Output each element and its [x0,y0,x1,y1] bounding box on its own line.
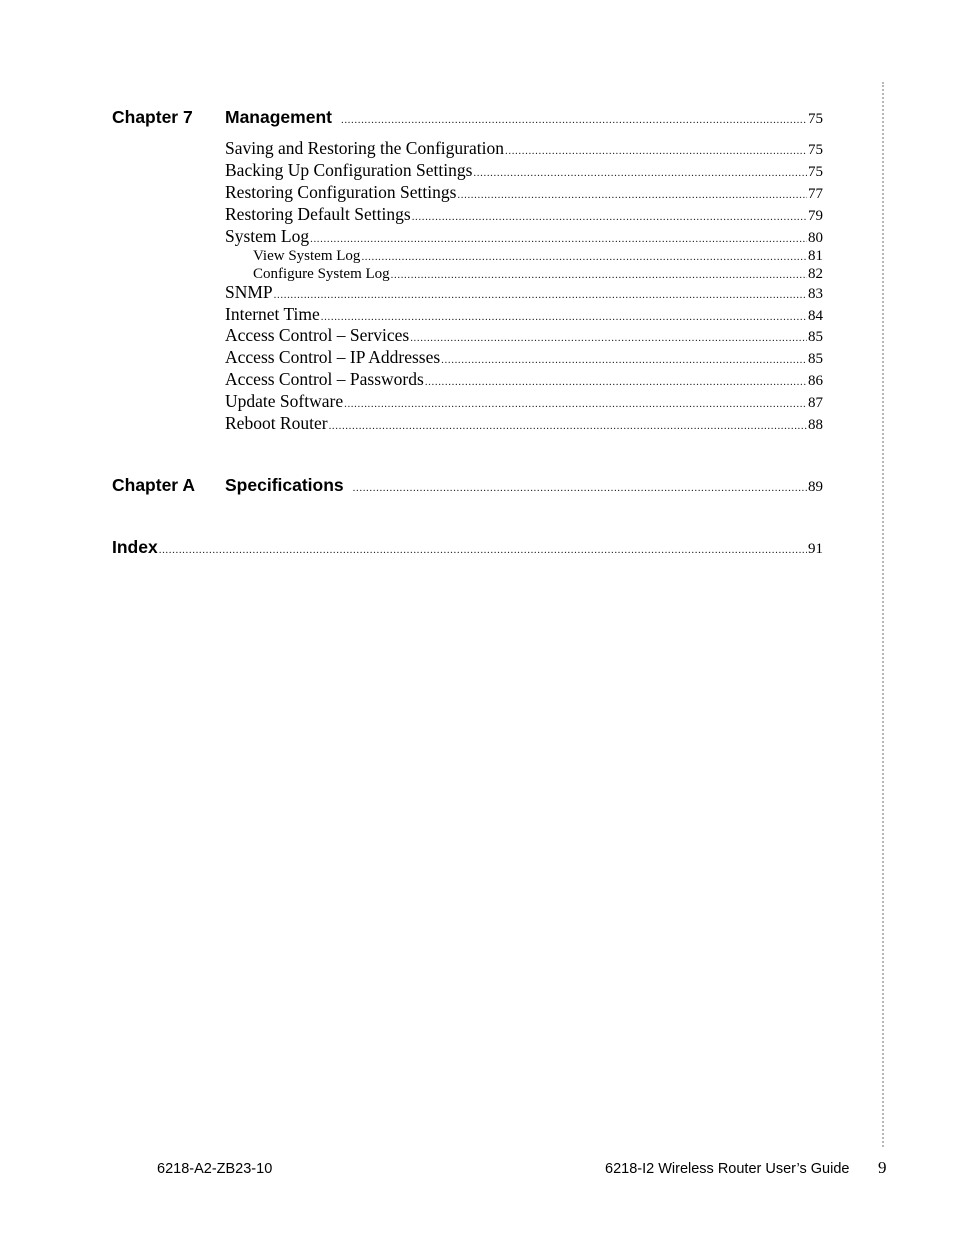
dot-leader [425,376,807,388]
page-number: 75 [808,142,823,158]
dot-leader [329,420,807,432]
footer-guide-title: 6218-I2 Wireless Router User’s Guide [605,1161,850,1177]
entry-title: Backing Up Configuration Settings [225,160,473,180]
dot-leader [159,544,807,556]
page-number: 85 [808,329,823,345]
dot-leader [391,269,807,281]
page-number: 77 [808,186,823,202]
toc-entry[interactable] [225,347,823,368]
page-number: 75 [808,111,823,127]
toc-entry[interactable] [225,391,823,412]
entry-title: Configure System Log [253,266,390,282]
dot-leader [353,482,807,494]
dot-leader [321,311,807,323]
dot-leader [441,354,807,366]
entry-title: Reboot Router [225,413,328,433]
page-number: 89 [808,479,823,495]
chapter-title: Specifications [225,475,344,495]
entry-title: Restoring Configuration Settings [225,182,457,202]
dot-leader [361,251,807,263]
page-number: 91 [808,541,823,557]
dot-leader [310,233,807,245]
dot-leader [412,211,807,223]
index-entry[interactable] [112,537,823,558]
chapter-label: Chapter A [112,475,195,495]
toc-entry[interactable] [225,160,823,181]
dot-leader [505,145,807,157]
entry-title: Internet Time [225,304,320,324]
dot-leader [410,332,807,344]
toc-entry[interactable] [225,304,823,325]
toc-entry[interactable] [225,325,823,346]
toc-entry[interactable] [225,182,823,203]
dot-leader [341,114,807,126]
page-number: 85 [808,351,823,367]
page-number: 88 [808,417,823,433]
entry-title: Update Software [225,391,344,411]
entry-title: View System Log [253,248,361,264]
footer-page-number: 9 [878,1158,887,1177]
toc-subentry[interactable] [253,266,823,283]
toc-entry[interactable] [225,204,823,225]
entry-title: SNMP [225,282,273,302]
entry-title: Access Control – Services [225,325,410,345]
toc-entry[interactable] [225,226,823,247]
page-number: 84 [808,308,823,324]
page-number: 81 [808,248,823,264]
toc-entry[interactable] [225,413,823,434]
entry-title: Restoring Default Settings [225,204,411,224]
toc-entry[interactable] [225,138,823,159]
entry-title: Saving and Restoring the Configuration [225,138,504,158]
dot-leader [344,398,807,410]
page-number: 79 [808,208,823,224]
chapter-label: Chapter 7 [112,107,193,127]
page-number: 80 [808,230,823,246]
dot-leader [274,289,807,301]
entry-title: Access Control – IP Addresses [225,347,441,367]
entry-title: System Log [225,226,310,246]
toc-entry[interactable] [225,282,823,303]
page-number: 82 [808,266,823,282]
chapter-entry[interactable] [225,475,823,496]
index-title: Index [112,537,158,557]
chapter-title: Management [225,107,332,127]
dot-leader [473,167,807,179]
page-number: 87 [808,395,823,411]
entry-title: Access Control – Passwords [225,369,424,389]
footer-doc-number: 6218-A2-ZB23-10 [157,1161,273,1177]
page-number: 86 [808,373,823,389]
dot-leader [457,189,807,201]
margin-dotted-rule [882,82,884,1147]
toc-entry[interactable] [225,369,823,390]
page-number: 75 [808,164,823,180]
toc-subentry[interactable] [253,248,823,265]
chapter-entry[interactable] [225,107,823,128]
page-number: 83 [808,286,823,302]
